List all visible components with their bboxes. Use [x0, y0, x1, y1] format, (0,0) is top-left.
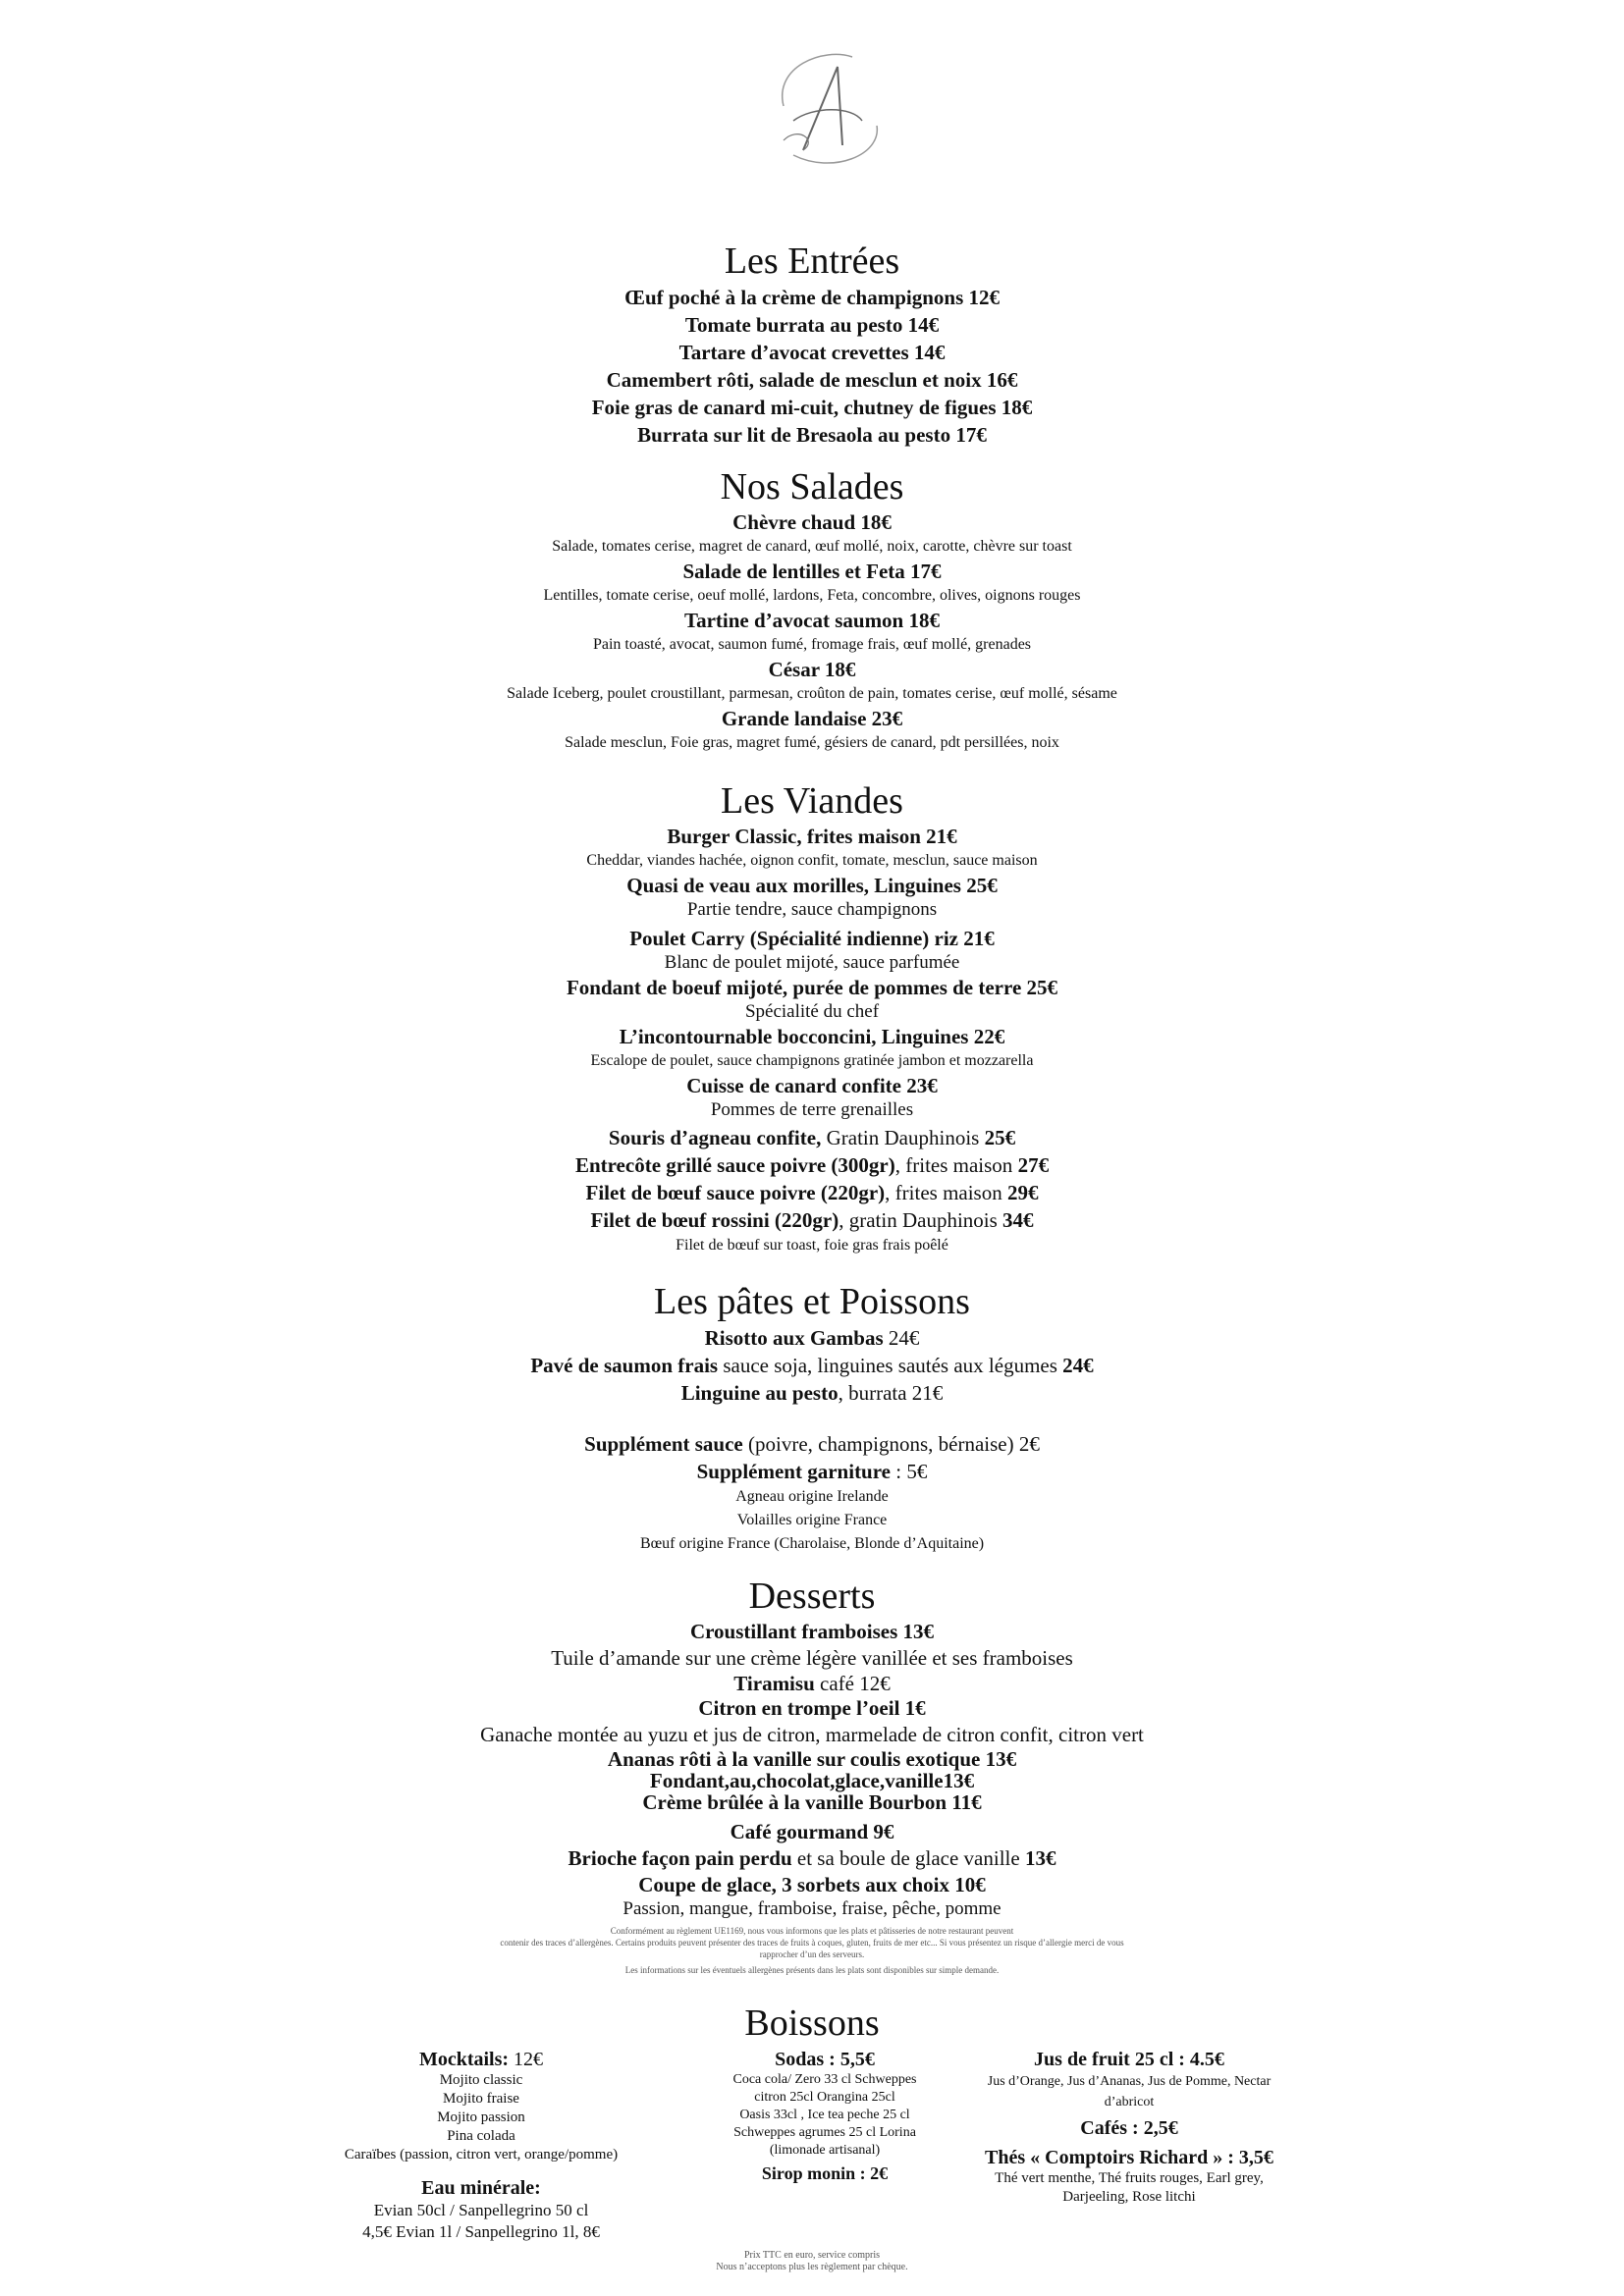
dish-description: Partie tendre, sauce champignons: [686, 899, 938, 920]
dish-description: Lentilles, tomate cerise, oeuf mollé, lardons, Feta, concombre, olives, oignons rouges: [543, 587, 1081, 604]
section-title: Desserts: [748, 1575, 876, 1617]
dish-name: Fondant,au,chocolat,glace,vanille13€: [649, 1769, 975, 1792]
drink-item: Mojito passion: [437, 2109, 525, 2125]
dish-name: Fondant de boeuf mijoté, purée de pommes de terre 25€: [566, 976, 1058, 999]
allergen-notice: Conformément au règlement UE1169, nous vous informons que les plats et pâtisseries de notre restaurant peuvent contenir des traces d’allergènes. Certains produits peuvent présenter des traces de fruits à coques, gluten, fruits de mer etc... Si vous présentez un risque d’allergie merci de vous rapprocher d’un des serveurs. Les informations sur les éventuels allergènes présents dans les plats sont disponibles sur simple demande.: [500, 1926, 1124, 1975]
dish-description: Pommes de terre grenailles: [710, 1099, 914, 1120]
origin-line: Volailles origine France: [736, 1512, 888, 1528]
dish-name: Tartine d’avocat saumon 18€: [684, 609, 940, 632]
dish-description: Cheddar, viandes hachée, oignon confit, tomate, mesclun, sauce maison: [586, 852, 1038, 869]
drink-item: (limonade artisanal): [769, 2143, 881, 2158]
section-title: Boissons: [744, 2002, 880, 2044]
dish-description: Tuile d’amande sur une crème légère vanillée et ses framboises: [551, 1646, 1073, 1670]
jus-title: Jus de fruit 25 cl : 4.5€: [1034, 2049, 1224, 2070]
section-title: Les Entrées: [724, 240, 900, 282]
drink-item: Schweppes agrumes 25 cl Lorina: [733, 2125, 916, 2140]
dish-line: Tiramisu café 12€: [733, 1672, 891, 1695]
sodas-title: Sodas : 5,5€: [775, 2049, 875, 2070]
drink-item: Coca cola/ Zero 33 cl Schweppes: [732, 2072, 917, 2087]
drink-item: Mojito fraise: [443, 2091, 519, 2107]
section-title: Les Viandes: [721, 780, 903, 822]
drink-item: Pina colada: [447, 2128, 515, 2144]
dish-name: Croustillant framboises 13€: [689, 1620, 935, 1643]
dish-line: Tomate burrata au pesto 14€: [684, 313, 940, 337]
dish-name: Ananas rôti à la vanille sur coulis exotique 13€: [607, 1747, 1017, 1771]
dish-line: Pavé de saumon frais sauce soja, linguines sautés aux légumes 24€: [530, 1354, 1094, 1377]
dish-line: Linguine au pesto, burrata 21€: [680, 1381, 944, 1405]
dish-name: Poulet Carry (Spécialité indienne) riz 21€: [629, 927, 995, 950]
dish-name: Café gourmand 9€: [730, 1820, 894, 1843]
sodas-column: [677, 2048, 972, 2185]
dish-name: Quasi de veau aux morilles, Linguines 25€: [626, 874, 998, 897]
section-pates: [0, 1279, 1624, 1556]
section-entrees: [0, 239, 1624, 449]
section-viandes: [0, 778, 1624, 1257]
drink-item: Evian 50cl / Sanpellegrino 50 cl: [373, 2201, 589, 2219]
section-boissons: [0, 2001, 1624, 2046]
jus-column: [943, 2048, 1316, 2207]
dish-line: Œuf poché à la crème de champignons 12€: [623, 286, 1001, 309]
restaurant-logo: [764, 47, 892, 185]
dish-description: Passion, mangue, framboise, fraise, pêche, pomme: [623, 1898, 1001, 1919]
origin-line: Bœuf origine France (Charolaise, Blonde d’Aquitaine): [639, 1535, 985, 1552]
supplement-line: Supplément garniture : 5€: [696, 1460, 928, 1483]
drink-item: d’abricot: [1104, 2095, 1155, 2109]
mocktails-title: Mocktails: 12€: [418, 2049, 544, 2070]
dish-name: Crème brûlée à la vanille Bourbon 11€: [642, 1790, 982, 1814]
dish-description: Salade mesclun, Foie gras, magret fumé, gésiers de canard, pdt persillées, noix: [565, 734, 1059, 751]
mocktails-column: [295, 2048, 668, 2243]
drink-item: Darjeeling, Rose litchi: [1062, 2189, 1196, 2205]
section-desserts: [0, 1574, 1624, 1976]
dish-line: Entrecôte grillé sauce poivre (300gr), frites maison 27€: [574, 1153, 1050, 1177]
dish-line: Brioche façon pain perdu et sa boule de glace vanille 13€: [568, 1846, 1056, 1870]
eau-title: Eau minérale:: [421, 2177, 541, 2199]
dish-description: Salade Iceberg, poulet croustillant, parmesan, croûton de pain, tomates cerise, œuf mollé, sésame: [507, 685, 1117, 702]
dish-description: Spécialité du chef: [744, 1001, 880, 1022]
drink-item: Jus d’Orange, Jus d’Ananas, Jus de Pomme, Nectar: [987, 2074, 1272, 2089]
dish-line: Citron en trompe l’oeil 1€: [698, 1696, 926, 1720]
dish-name: L’incontournable bocconcini, Linguines 22€: [619, 1025, 1005, 1048]
dish-line: Souris d’agneau confite, Gratin Dauphinois 25€: [608, 1126, 1016, 1149]
dish-description: Filet de bœuf sur toast, foie gras frais poêlé: [676, 1237, 948, 1254]
thes-title: Thés « Comptoirs Richard » : 3,5€: [985, 2147, 1273, 2168]
dish-name: Burger Classic, frites maison 21€: [667, 825, 957, 848]
dish-name: Chèvre chaud 18€: [732, 510, 892, 534]
drink-item: Thé vert menthe, Thé fruits rouges, Earl grey,: [995, 2170, 1264, 2186]
section-salades: [0, 464, 1624, 755]
footer: Prix TTC en euro, service compris Nous n’acceptons plus les règlement par chèque.: [716, 2250, 908, 2272]
dish-line: Foie gras de canard mi-cuit, chutney de figues 18€: [591, 396, 1033, 419]
section-title: Nos Salades: [720, 466, 904, 507]
drink-item: Oasis 33cl , Ice tea peche 25 cl: [739, 2108, 910, 2122]
dish-line: Camembert rôti, salade de mesclun et noix 16€: [606, 368, 1018, 392]
dish-name: César 18€: [768, 658, 856, 681]
drink-item: Mojito classic: [439, 2072, 523, 2088]
dish-line: Risotto aux Gambas 24€: [704, 1326, 920, 1350]
supplement-line: Supplément sauce (poivre, champignons, bérnaise) 2€: [584, 1432, 1040, 1456]
dish-name: Cuisse de canard confite 23€: [686, 1074, 938, 1097]
dish-description: Blanc de poulet mijoté, sauce parfumée: [664, 952, 960, 973]
section-title: Les pâtes et Poissons: [654, 1281, 970, 1322]
dish-description: Salade, tomates cerise, magret de canard, œuf mollé, noix, carotte, chèvre sur toast: [552, 538, 1072, 555]
dish-name: Coupe de glace, 3 sorbets aux choix 10€: [638, 1873, 986, 1896]
dish-line: Filet de bœuf sauce poivre (220gr), frites maison 29€: [585, 1181, 1039, 1204]
dish-line: Filet de bœuf rossini (220gr), gratin Dauphinois 34€: [590, 1208, 1034, 1232]
sirop-title: Sirop monin : 2€: [761, 2163, 889, 2183]
dish-line: Burrata sur lit de Bresaola au pesto 17€: [637, 423, 987, 447]
drink-item: Caraïbes (passion, citron vert, orange/pomme): [344, 2147, 619, 2163]
dish-name: Salade de lentilles et Feta 17€: [682, 560, 942, 583]
origin-line: Agneau origine Irelande: [735, 1488, 889, 1505]
dish-description: Ganache montée au yuzu et jus de citron, marmelade de citron confit, citron vert: [480, 1723, 1144, 1746]
dish-description: Escalope de poulet, sauce champignons gratinée jambon et mozzarella: [590, 1052, 1034, 1069]
drink-item: citron 25cl Orangina 25cl: [754, 2090, 895, 2105]
dish-name: Grande landaise 23€: [721, 707, 903, 730]
dish-line: Tartare d’avocat crevettes 14€: [678, 341, 946, 364]
dish-description: Pain toasté, avocat, saumon fumé, fromage frais, œuf mollé, grenades: [592, 636, 1032, 653]
drink-item: 4,5€ Evian 1l / Sanpellegrino 1l, 8€: [362, 2222, 600, 2241]
cafes-title: Cafés : 2,5€: [1080, 2117, 1178, 2139]
